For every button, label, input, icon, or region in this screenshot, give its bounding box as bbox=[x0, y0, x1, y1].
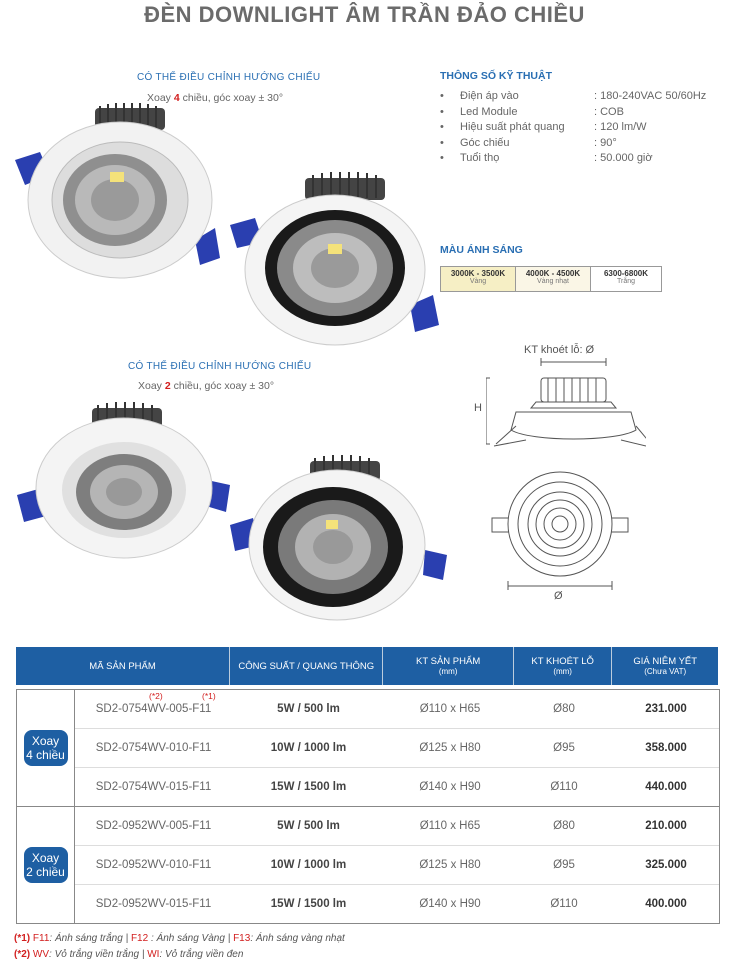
section2-heading: CÓ THỂ ĐIỀU CHỈNH HƯỚNG CHIẾU bbox=[128, 361, 312, 372]
product-code: SD2-0952WV-005-F11 bbox=[95, 820, 212, 832]
spec-row: • Tuổi thọ : 50.000 giờ bbox=[440, 151, 706, 167]
product-code: SD2-0754WV-015-F11 bbox=[95, 781, 212, 793]
product-code: SD2-0754WV-010-F11 bbox=[95, 742, 212, 754]
col-header-size: KT SẢN PHẨM (mm) bbox=[383, 647, 513, 685]
specs-list bbox=[440, 89, 706, 167]
cut-cell: Ø80 bbox=[553, 820, 575, 832]
price-cell: 231.000 bbox=[645, 703, 687, 715]
table-group-4way bbox=[17, 690, 719, 807]
section1-heading: CÓ THỂ ĐIỀU CHỈNH HƯỚNG CHIẾU bbox=[137, 72, 321, 83]
specs-heading: THÔNG SỐ KỸ THUẬT bbox=[440, 70, 552, 82]
power-cell: 5W / 500 lm bbox=[277, 820, 340, 832]
cut-cell: Ø110 bbox=[550, 781, 578, 793]
size-cell: Ø125 x H80 bbox=[419, 742, 481, 754]
table-row bbox=[75, 807, 719, 846]
lamp-image-4 bbox=[225, 455, 450, 635]
table-row bbox=[75, 768, 719, 806]
table-row bbox=[75, 846, 719, 885]
cut-cell: Ø95 bbox=[553, 859, 575, 871]
swatch-white: 6300-6800K Trắng bbox=[591, 267, 661, 291]
size-cell: Ø110 x H65 bbox=[419, 703, 481, 715]
height-label: H bbox=[474, 402, 482, 414]
cut-cell: Ø80 bbox=[553, 703, 575, 715]
price-cell: 358.000 bbox=[645, 742, 687, 754]
spec-row: • Góc chiếu : 90° bbox=[440, 136, 706, 152]
swatch-warm: 3000K - 3500K Vàng bbox=[441, 267, 516, 291]
lamp-image-3 bbox=[12, 400, 242, 570]
section2-sub: Xoay 2 chiều, góc xoay ± 30° bbox=[138, 380, 275, 392]
group-badge: Xoay 4 chiều bbox=[24, 730, 68, 766]
page-title: ĐÈN DOWNLIGHT ÂM TRẦN ĐẢO CHIỀU bbox=[144, 2, 585, 27]
footnote-1: (*1) F11: Ánh sáng trắng | F12 : Ánh sáng Vàng | F13: Ánh sáng vàng nhạt bbox=[14, 933, 345, 944]
price-cell: 440.000 bbox=[645, 781, 687, 793]
table-row bbox=[75, 690, 719, 729]
size-cell: Ø110 x H65 bbox=[419, 820, 481, 832]
table-header bbox=[16, 647, 718, 685]
power-cell: 5W / 500 lm bbox=[277, 703, 340, 715]
group-label-cell bbox=[17, 807, 75, 923]
col-header-cut: KT KHOÉT LỖ (mm) bbox=[514, 647, 613, 685]
table-row bbox=[75, 885, 719, 923]
product-code: SD2-0952WV-010-F11 bbox=[95, 859, 212, 871]
price-cell: 400.000 bbox=[645, 898, 687, 910]
power-cell: 15W / 1500 lm bbox=[270, 781, 347, 793]
footnote-2: (*2) WV: Vỏ trắng viền trắng | WI: Vỏ trắng viền đen bbox=[14, 949, 244, 960]
product-code: SD2-0754WV-005-F11 bbox=[95, 703, 212, 715]
cut-cell: Ø95 bbox=[553, 742, 575, 754]
spec-row: • Hiệu suất phát quang : 120 lm/W bbox=[440, 120, 706, 136]
note-mark-2: (*2) bbox=[149, 691, 163, 701]
col-header-price: GIÁ NIÊM YẾT (Chưa VAT) bbox=[633, 656, 698, 676]
size-cell: Ø140 x H90 bbox=[419, 781, 481, 793]
table-group-2way bbox=[17, 807, 719, 923]
spec-row: • Điện áp vào : 180-240VAC 50/60Hz bbox=[440, 89, 706, 105]
power-cell: 10W / 1000 lm bbox=[270, 859, 347, 871]
light-color-heading: MÀU ÁNH SÁNG bbox=[440, 244, 523, 256]
cut-cell: Ø110 bbox=[550, 898, 578, 910]
col-header-power: CÔNG SUẤT / QUANG THÔNG bbox=[230, 647, 383, 685]
spec-row: • Led Module : COB bbox=[440, 105, 706, 121]
power-cell: 10W / 1000 lm bbox=[270, 742, 347, 754]
group-badge: Xoay 2 chiều bbox=[24, 847, 68, 883]
lamp-image-2 bbox=[225, 170, 445, 350]
price-cell: 325.000 bbox=[645, 859, 687, 871]
product-code: SD2-0952WV-015-F11 bbox=[95, 898, 212, 910]
size-cell: Ø140 x H90 bbox=[419, 898, 481, 910]
diameter-label: Ø bbox=[554, 590, 563, 602]
light-color-swatches bbox=[440, 266, 662, 292]
price-cell: 210.000 bbox=[645, 820, 687, 832]
table-row bbox=[75, 729, 719, 768]
cut-size-label: KT khoét lỗ: Ø bbox=[524, 344, 595, 356]
section1-sub: Xoay 4 chiều, góc xoay ± 30° bbox=[147, 92, 284, 104]
size-cell: Ø125 x H80 bbox=[419, 859, 481, 871]
col-header-code: MÃ SẢN PHẨM bbox=[16, 647, 230, 685]
lamp-image-1 bbox=[10, 100, 225, 280]
note-mark-1: (*1) bbox=[202, 691, 216, 701]
side-view-drawing bbox=[486, 356, 646, 461]
top-view-drawing bbox=[488, 466, 633, 596]
swatch-neutral: 4000K - 4500K Vàng nhạt bbox=[516, 267, 591, 291]
group-label-cell bbox=[17, 690, 75, 806]
product-table bbox=[16, 689, 720, 924]
power-cell: 15W / 1500 lm bbox=[270, 898, 347, 910]
